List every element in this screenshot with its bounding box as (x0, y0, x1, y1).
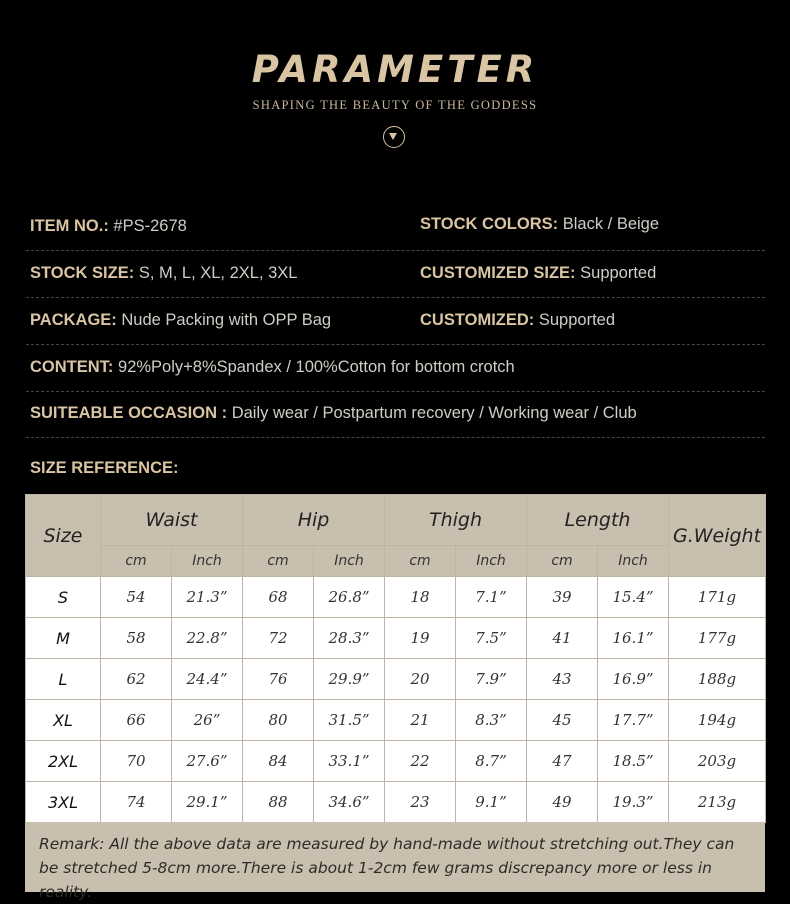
stock-colors (420, 201, 659, 248)
weight-cell: 188g (669, 659, 766, 700)
page-subtitle: SHAPING THE BEAUTY OF THE GODDESS (252, 98, 538, 112)
unit-header: cm (527, 546, 598, 577)
content-label: CONTENT: (30, 358, 114, 376)
measurement-cell: 43 (527, 659, 598, 700)
unit-header: Inch (314, 546, 385, 577)
info-row-occasion (26, 390, 765, 438)
content (30, 344, 515, 391)
measurement-cell: 31.5” (314, 700, 385, 741)
table-row (26, 659, 766, 700)
package (30, 297, 331, 344)
measurement-cell: 34.6” (314, 782, 385, 823)
measurement-cell: 27.6” (172, 741, 243, 782)
remark-note: Remark: All the above data are measured by hand-made without stretching out.They can be stretched 5-8cm more.There is about 1-2cm few grams discrepancy more or less in reality. (25, 822, 765, 892)
measurement-cell: 7.9” (456, 659, 527, 700)
measurement-cell: 16.9” (598, 659, 669, 700)
occasion (30, 390, 637, 437)
measurement-cell: 20 (385, 659, 456, 700)
size-cell: XL (26, 700, 101, 741)
weight-cell: 171g (669, 577, 766, 618)
measurement-cell: 88 (243, 782, 314, 823)
measurement-cell: 7.5” (456, 618, 527, 659)
package-label: PACKAGE: (30, 311, 117, 329)
occasion-value: Daily wear / Postpartum recovery / Working wear / Club (231, 404, 637, 422)
item-no-value: #PS-2678 (113, 217, 187, 235)
customized-label: CUSTOMIZED: (420, 311, 535, 329)
unit-header: Inch (598, 546, 669, 577)
customized-value: Supported (538, 311, 616, 329)
customized (420, 297, 615, 344)
measurement-cell: 9.1” (456, 782, 527, 823)
measurement-cell: 23 (385, 782, 456, 823)
size-table (25, 494, 766, 823)
measurement-cell: 18 (385, 577, 456, 618)
measurement-cell: 72 (243, 618, 314, 659)
measurement-cell: 15.4” (598, 577, 669, 618)
page-title: PARAMETER (251, 48, 539, 91)
measurement-cell: 17.7” (598, 700, 669, 741)
measurement-cell: 54 (101, 577, 172, 618)
customized-size (420, 250, 656, 297)
measurement-cell: 29.1” (172, 782, 243, 823)
weight-header: G.Weight (669, 495, 766, 577)
stock-size (30, 250, 297, 297)
measurement-cell: 8.3” (456, 700, 527, 741)
measurement-cell: 58 (101, 618, 172, 659)
stock-colors-label: STOCK COLORS: (420, 215, 559, 233)
measurement-cell: 29.9” (314, 659, 385, 700)
weight-cell: 203g (669, 741, 766, 782)
size-column-header: Size (26, 495, 101, 577)
stock-size-value: S, M, L, XL, 2XL, 3XL (138, 264, 298, 282)
table-row (26, 577, 766, 618)
measurement-cell: 47 (527, 741, 598, 782)
info-row-package (26, 297, 765, 345)
hip-header: Hip (243, 495, 385, 546)
measurement-cell: 7.1” (456, 577, 527, 618)
measurement-cell: 18.5” (598, 741, 669, 782)
package-value: Nude Packing with OPP Bag (121, 311, 332, 329)
table-row (26, 782, 766, 823)
measurement-cell: 76 (243, 659, 314, 700)
weight-cell: 194g (669, 700, 766, 741)
measurement-cell: 24.4” (172, 659, 243, 700)
measurement-cell: 16.1” (598, 618, 669, 659)
table-row (26, 700, 766, 741)
measurement-cell: 68 (243, 577, 314, 618)
measurement-cell: 39 (527, 577, 598, 618)
table-row (26, 618, 766, 659)
unit-header: Inch (456, 546, 527, 577)
measurement-cell: 26” (172, 700, 243, 741)
measurement-cell: 8.7” (456, 741, 527, 782)
measurement-cell: 80 (243, 700, 314, 741)
measurement-cell: 28.3” (314, 618, 385, 659)
measurement-cell: 19.3” (598, 782, 669, 823)
length-header: Length (527, 495, 669, 546)
info-row-content (26, 344, 765, 392)
item-no (30, 203, 187, 250)
weight-cell: 213g (669, 782, 766, 823)
measurement-cell: 22 (385, 741, 456, 782)
measurement-cell: 19 (385, 618, 456, 659)
measurement-cell: 62 (101, 659, 172, 700)
table-row (26, 741, 766, 782)
measurement-cell: 21 (385, 700, 456, 741)
size-cell: L (26, 659, 101, 700)
weight-cell: 177g (669, 618, 766, 659)
measurement-cell: 45 (527, 700, 598, 741)
customized-size-value: Supported (580, 264, 657, 282)
occasion-label: SUITEABLE OCCASION : (30, 404, 228, 422)
waist-header: Waist (101, 495, 243, 546)
measurement-cell: 66 (101, 700, 172, 741)
unit-header: cm (385, 546, 456, 577)
measurement-cell: 84 (243, 741, 314, 782)
size-cell: S (26, 577, 101, 618)
measurement-cell: 26.8” (314, 577, 385, 618)
measurement-cell: 41 (527, 618, 598, 659)
info-row-item (26, 203, 765, 251)
size-cell: M (26, 618, 101, 659)
size-reference-label: SIZE REFERENCE: (30, 459, 179, 477)
size-cell: 2XL (26, 741, 101, 782)
item-no-label: ITEM NO.: (30, 217, 109, 235)
measurement-cell: 21.3” (172, 577, 243, 618)
unit-header: Inch (172, 546, 243, 577)
measurement-cell: 49 (527, 782, 598, 823)
measurement-cell: 74 (101, 782, 172, 823)
unit-header: cm (243, 546, 314, 577)
measurement-cell: 22.8” (172, 618, 243, 659)
unit-header: cm (101, 546, 172, 577)
stock-colors-value: Black / Beige (562, 215, 660, 233)
chevron-down-circle-icon (383, 126, 405, 148)
measurement-cell: 33.1” (314, 741, 385, 782)
info-row-size (26, 250, 765, 298)
measurement-cell: 70 (101, 741, 172, 782)
stock-size-label: STOCK SIZE: (30, 264, 135, 282)
thigh-header: Thigh (385, 495, 527, 546)
customized-size-label: CUSTOMIZED SIZE: (420, 264, 576, 282)
content-value: 92%Poly+8%Spandex / 100%Cotton for bottom crotch (118, 358, 515, 376)
size-cell: 3XL (26, 782, 101, 823)
